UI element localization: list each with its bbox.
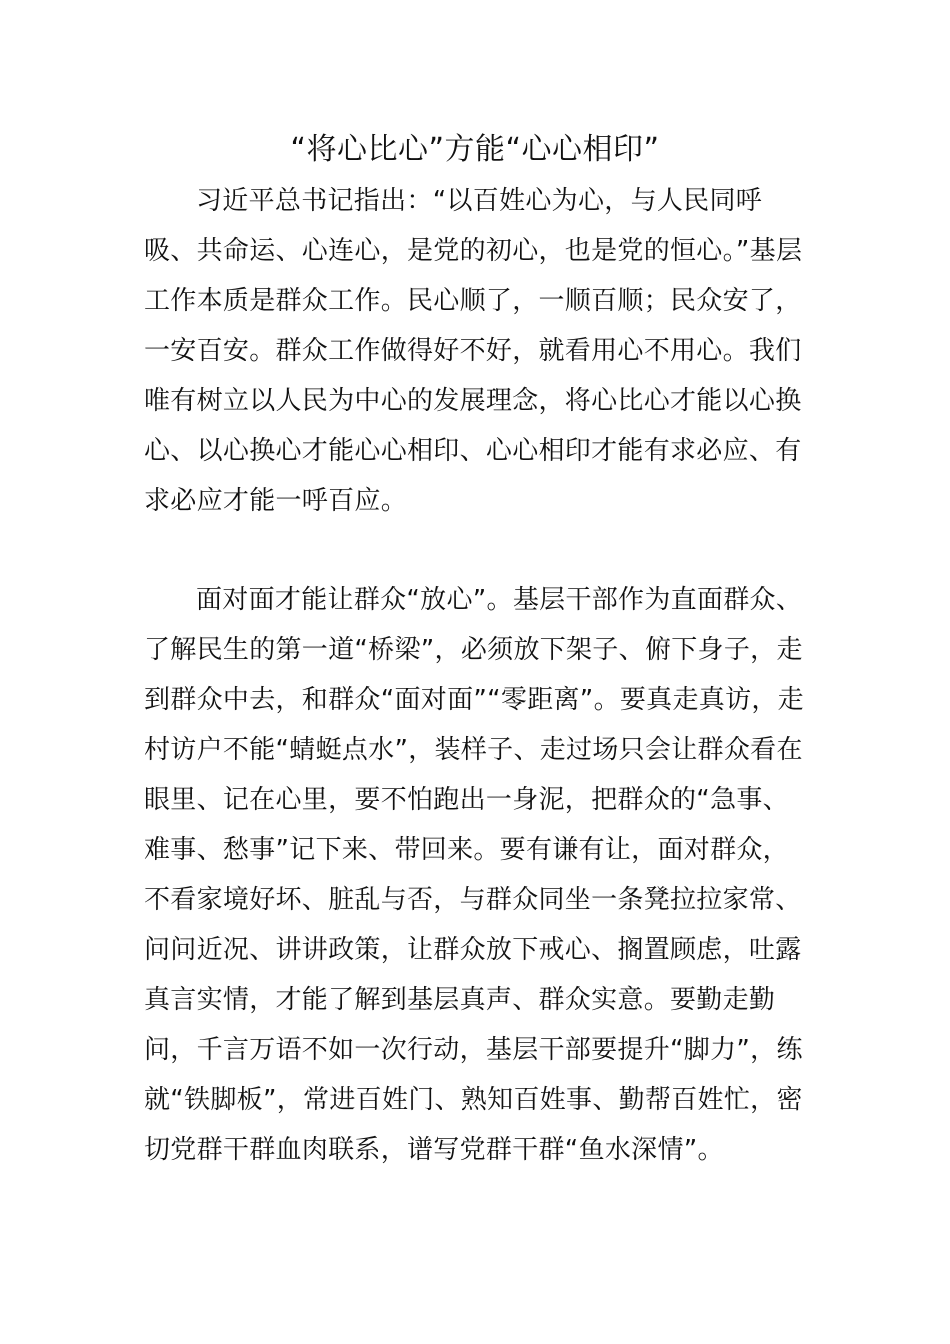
paragraph-intro: 习近平总书记指出：“以百姓心为心，与人民同呼吸、共命运、心连心，是党的初心，也是党的恒心。”基层工作本质是群众工作。民心顺了，一顺百顺；民众安了，一安百安。群众工作做得好不好，就看用心不用心。我们唯有树立以人民为中心的发展理念，将心比心才能以心换心、以心换心才能心心相印、心心相印才能有求必应、有求必应才能一呼百应。 <box>144 186 803 516</box>
paragraph-face-to-face: 面对面才能让群众“放心”。基层干部作为直面群众、了解民生的第一道“桥梁”，必须放下架子、俯下身子，走到群众中去，和群众“面对面”“零距离”。要真走真访，走村访户不能“蜻蜓点水”，装样子、走过场只会让群众看在眼里、记在心里，要不怕跑出一身泥，把群众的“急事、难事、愁事”记下来、带回来。要有谦有让，面对群众，不看家境好坏、脏乱与否，与群众同坐一条凳拉拉家常、问问近况、讲讲政策，让群众放下戒心、搁置顾虑，吐露真言实情，才能了解到基层真声、群众实意。要勤走勤问，千言万语不如一次行动，基层干部要提升“脚力”，练就“铁脚板”，常进百姓门、熟知百姓事、勤帮百姓忙，密切党群干群血肉联系，谱写党群干群“鱼水深情”。 <box>144 585 804 1165</box>
document-title: “将心比心”方能“心心相印” <box>290 132 660 167</box>
